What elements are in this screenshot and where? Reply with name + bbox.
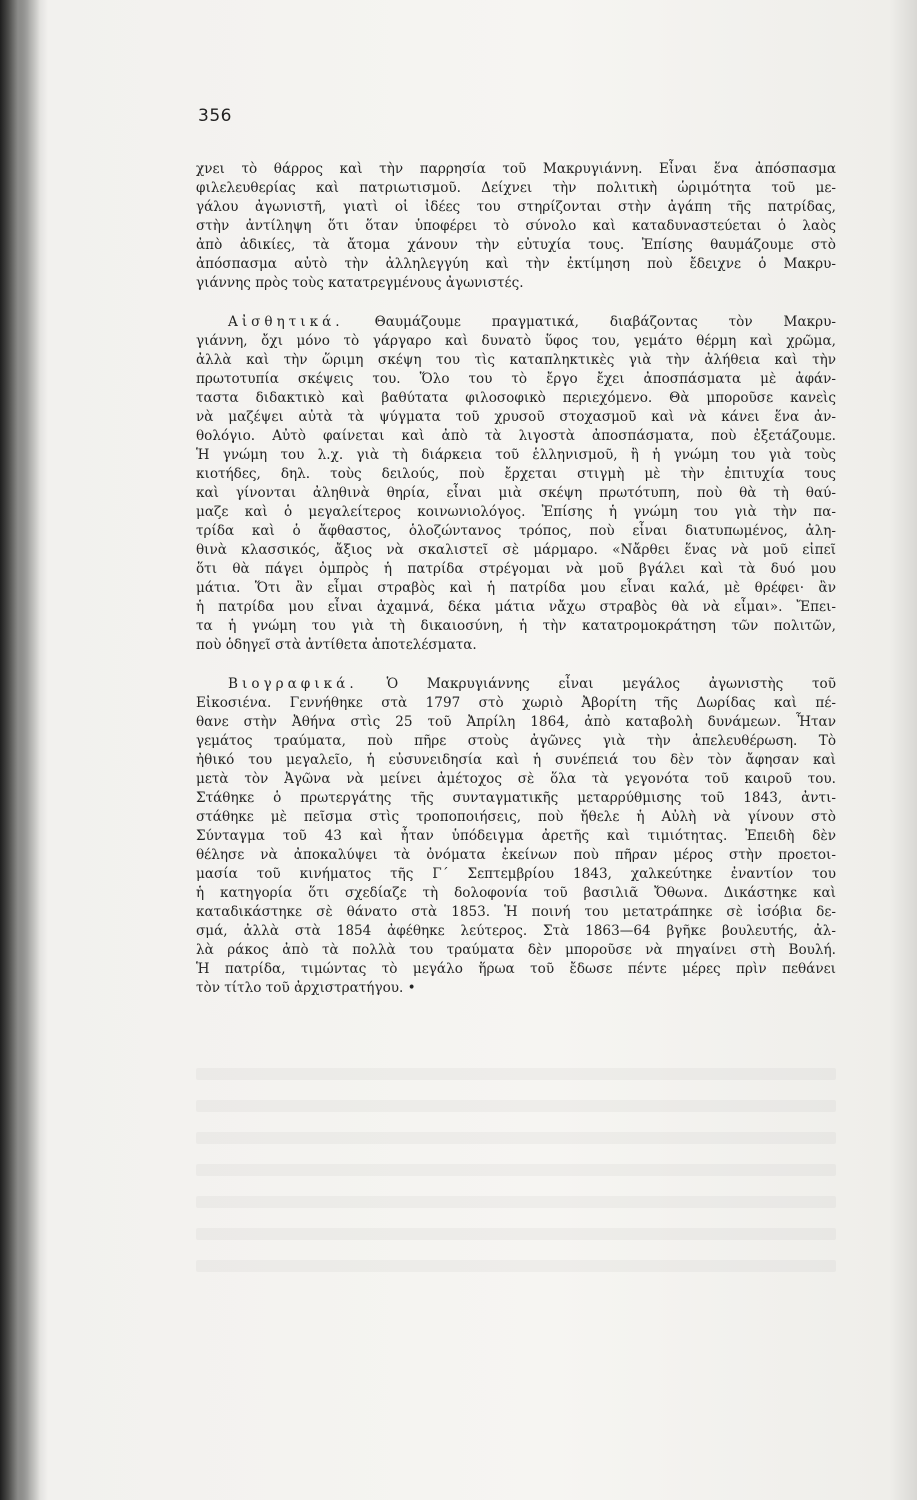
text-line bbox=[196, 503, 836, 522]
line-text: ἀπὸ ἀδικίες, τὰ ἄτομα χάνουν τὴν εὐτυχία τους. Ἐπίσης θαυμάζουμε στὸ bbox=[196, 237, 836, 253]
line-text: λὰ ράκος ἀπὸ τὰ πολλὰ του τραύματα δὲν μποροῦσε νὰ πηγαίνει στὴ Βουλή. bbox=[196, 942, 836, 958]
bleed-through bbox=[196, 1068, 836, 1080]
text-line bbox=[196, 274, 836, 293]
line-text: ἡ κατηγορία ὅτι σχεδίαζε τὴ δολοφονία τοῦ βασιλιᾶ Ὄθωνα. Δικάστηκε καὶ bbox=[196, 885, 836, 901]
line-text: τρίδα καὶ ὁ ἄφθαστος, ὁλοζώντανος τρόπος, ποὺ εἶναι διατυπωμένος, ἀλη- bbox=[196, 523, 836, 539]
text-line bbox=[196, 560, 836, 579]
text-line bbox=[196, 827, 836, 846]
line-text: μαζε καὶ ὁ μεγαλείτερος κοινωνιολόγος. Ἐπίσης ἡ γνώμη του γιὰ τὴν πα- bbox=[196, 504, 836, 520]
text-line bbox=[196, 389, 836, 408]
line-text: ὅτι θὰ πάγει ὀμπρὸς ἡ πατρίδα στρέγομαι νὰ μοῦ βγάλει καὶ τὰ δυό μου bbox=[196, 561, 836, 577]
line-text: κιοτήδες, δηλ. τοὺς δειλούς, ποὺ ἔρχεται στιγμὴ μὲ τὴν ἐπιτυχία τους bbox=[196, 466, 836, 482]
text-line bbox=[196, 713, 836, 732]
text-line bbox=[196, 922, 836, 941]
text-line bbox=[196, 694, 836, 713]
text-line bbox=[196, 198, 836, 217]
line-text: Ἡ πατρίδα, τιμώντας τὸ μεγάλο ἥρωα τοῦ ἔδωσε πέντε μέρες πρὶν πεθάνει bbox=[196, 961, 836, 977]
paragraph-aesthetics bbox=[196, 313, 836, 655]
line-text: ἠθικό του μεγαλεῖο, ἡ εὐσυνειδησία καὶ ἡ συνέπειά του δὲν τὸν ἄφησαν καὶ bbox=[196, 752, 836, 768]
line-text: τα ἡ γνώμη του γιὰ τὴ δικαιοσύνη, ἡ τὴν κατατρομοκράτηση τῶν πολιτῶν, bbox=[196, 618, 836, 634]
bleed-through bbox=[196, 1132, 836, 1144]
text-line bbox=[196, 636, 836, 655]
line-text: γιάννης πρὸς τοὺς κατατρεγμένους ἀγωνιστές. bbox=[196, 275, 524, 291]
text-line bbox=[196, 675, 836, 694]
bleed-through bbox=[196, 1196, 836, 1208]
line-text: ἡ πατρίδα μου εἶναι ἀχαμνά, δέκα μάτια νἄχω στραβὸς θὰ νὰ εἶμαι». Ἔπει- bbox=[196, 599, 836, 615]
text-line bbox=[196, 903, 836, 922]
line-text: φιλελευθερίας καὶ πατριωτισμοῦ. Δείχνει τὴν πολιτικὴ ὡριμότητα τοῦ με- bbox=[196, 180, 836, 196]
line-text: νὰ μαζέψει αὐτὰ τὰ ψύγματα τοῦ χρυσοῦ στοχασμοῦ καὶ νὰ κάνει ἕνα ἀν- bbox=[196, 409, 836, 425]
book-gutter-shadow bbox=[0, 0, 40, 1500]
text-line bbox=[196, 789, 836, 808]
text-line bbox=[196, 865, 836, 884]
text-line bbox=[196, 465, 836, 484]
text-line bbox=[196, 313, 836, 332]
text-line bbox=[196, 598, 836, 617]
line-text: μάτια. Ὅτι ἂν εἶμαι στραβὸς καὶ ἡ πατρίδα μου εἶναι καλά, μὲ θρέφει· ἂν bbox=[196, 580, 836, 596]
line-text: θολόγιο. Αὐτὸ φαίνεται καὶ ἀπὸ τὰ λιγοστὰ ἀποσπάσματα, ποὺ ἐξετάζουμε. bbox=[196, 428, 836, 444]
page-number: 356 bbox=[198, 106, 232, 126]
text-line bbox=[196, 351, 836, 370]
line-text: ταστα διδακτικὸ καὶ βαθύτατα φιλοσοφικὸ περιεχόμενο. Θὰ μποροῦσε κανεὶς bbox=[196, 390, 836, 406]
text-line bbox=[196, 770, 836, 789]
line-text: Στάθηκε ὁ πρωτεργάτης τῆς συνταγματικῆς μεταρρύθμισης τοῦ 1843, ἀντι- bbox=[196, 790, 836, 806]
line-text: καταδικάστηκε σὲ θάνατο στὰ 1853. Ἡ ποινή του μετατράπηκε σὲ ἰσόβια δε- bbox=[196, 904, 836, 920]
text-line bbox=[196, 846, 836, 865]
text-line bbox=[196, 484, 836, 503]
line-text: στάθηκε μὲ πεῖσμα στὶς τροποποιήσεις, ποὺ ἤθελε ἡ Αὐλὴ νὰ γίνουν στὸ bbox=[196, 809, 836, 825]
line-text: Σύνταγμα τοῦ 43 καὶ ἦταν ὑπόδειγμα ἀρετῆς καὶ τιμιότητας. Ἐπειδὴ δὲν bbox=[196, 828, 836, 844]
line-text: ἀπόσπασμα αὐτὸ τὴν ἀλληλεγγύη καὶ τὴν ἐκτίμηση ποὺ ἔδειχνε ὁ Μακρυ- bbox=[196, 256, 836, 272]
paragraph-intro bbox=[196, 160, 836, 293]
text-line bbox=[196, 751, 836, 770]
text-line bbox=[196, 617, 836, 636]
line-text: θινὰ κλασσικός, ἄξιος νὰ σκαλιστεῖ σὲ μάρμαρο. «Νἄρθει ἕνας νὰ μοῦ εἰπεῖ bbox=[196, 542, 836, 558]
text-line bbox=[196, 579, 836, 598]
line-text: μετὰ τὸν Ἀγῶνα νὰ μείνει ἀμέτοχος σὲ ὅλα τὰ γεγονότα τοῦ καιροῦ του. bbox=[196, 771, 836, 787]
text-line bbox=[196, 541, 836, 560]
text-line bbox=[196, 446, 836, 465]
line-text: Ἡ γνώμη του λ.χ. γιὰ τὴ διάρκεια τοῦ ἑλληνισμοῦ, ἢ ἡ γνώμη του γιὰ τοὺς bbox=[196, 447, 836, 463]
text-line bbox=[196, 960, 836, 979]
line-text: Θαυμάζουμε πραγματικά, διαβάζοντας τὸν Μακρυ- bbox=[374, 314, 836, 330]
line-text: Εἰκοσιένα. Γεννήθηκε στὰ 1797 στὸ χωριὸ Ἀβορίτη τῆς Δωρίδας καὶ πέ- bbox=[196, 695, 836, 711]
text-line bbox=[196, 370, 836, 389]
text-line bbox=[196, 884, 836, 903]
text-line bbox=[196, 522, 836, 541]
line-text: ποὺ ὁδηγεῖ στὰ ἀντίθετα ἀποτελέσματα. bbox=[196, 637, 477, 653]
paragraph-biography bbox=[196, 675, 836, 998]
section-heading: Βιογραφικά. bbox=[228, 676, 358, 692]
text-line bbox=[196, 408, 836, 427]
bleed-through bbox=[196, 1260, 836, 1272]
document-body bbox=[196, 160, 836, 1018]
bleed-through bbox=[196, 1164, 836, 1176]
text-line bbox=[196, 979, 836, 998]
line-text: τὸν τίτλο τοῦ ἀρχιστρατήγου. • bbox=[196, 980, 416, 996]
line-text: μασία τοῦ κινήματος τῆς Γ΄ Σεπτεμβρίου 1843, χαλκεύτηκε ἐναντίον του bbox=[196, 866, 836, 882]
line-text: στὴν ἀντίληψη ὅτι ὅταν ὑποφέρει τὸ σύνολο καὶ καταδυναστεύεται ὁ λαὸς bbox=[196, 218, 836, 234]
line-text: γάλου ἀγωνιστῆ, γιατὶ οἱ ἰδέες του στηρίζονται στὴν ἀγάπη τῆς πατρίδας, bbox=[196, 199, 836, 215]
text-line bbox=[196, 236, 836, 255]
bleed-through bbox=[196, 1100, 836, 1112]
text-line bbox=[196, 255, 836, 274]
line-text: σμά, ἀλλὰ στὰ 1854 ἀφέθηκε λεύτερος. Στὰ 1863—64 βγῆκε βουλευτής, ἀλ- bbox=[196, 923, 836, 939]
text-line bbox=[196, 808, 836, 827]
line-text: πρωτοτυπία σκέψεις του. Ὅλο του τὸ ἔργο ἔχει ἀποσπάσματα μὲ ἀφάν- bbox=[196, 371, 836, 387]
line-text: χνει τὸ θάρρος καὶ τὴν παρρησία τοῦ Μακρυγιάννη. Εἶναι ἕνα ἀπόσπασμα bbox=[196, 161, 836, 177]
line-text: καὶ γίνονται ἀληθινὰ θηρία, εἶναι μιὰ σκέψη πρωτότυπη, ποὺ θὰ τὴ θαύ- bbox=[196, 485, 836, 501]
line-text: θέλησε νὰ ἀποκαλύψει τὰ ὀνόματα ἐκείνων ποὺ πῆραν μέρος στὴν προετοι- bbox=[196, 847, 836, 863]
line-text: θανε στὴν Ἀθήνα στὶς 25 τοῦ Ἀπρίλη 1864, ἀπὸ καταβολὴ δυνάμεων. Ἦταν bbox=[196, 714, 836, 730]
text-line bbox=[196, 217, 836, 236]
text-line bbox=[196, 732, 836, 751]
text-line bbox=[196, 941, 836, 960]
text-line bbox=[196, 427, 836, 446]
line-text: Ὁ Μακρυγιάννης εἶναι μεγάλος ἀγωνιστὴς τοῦ bbox=[386, 676, 836, 692]
line-text: ἀλλὰ καὶ τὴν ὥριμη σκέψη του τὶς καταπληκτικὲς γιὰ τὴν ἀλήθεια καὶ τὴν bbox=[196, 352, 836, 368]
line-text: γεμάτος τραύματα, ποὺ πῆρε στοὺς ἀγῶνες γιὰ τὴν ἀπελευθέρωση. Τὸ bbox=[196, 733, 836, 749]
text-line bbox=[196, 160, 836, 179]
text-line bbox=[196, 179, 836, 198]
section-heading: Αἰσθητικά. bbox=[228, 314, 344, 330]
bleed-through bbox=[196, 1228, 836, 1240]
text-line bbox=[196, 332, 836, 351]
line-text: γιάννη, ὄχι μόνο τὸ γάργαρο καὶ δυνατὸ ὕφος του, γεμάτο θέρμη καὶ χρῶμα, bbox=[196, 333, 836, 349]
